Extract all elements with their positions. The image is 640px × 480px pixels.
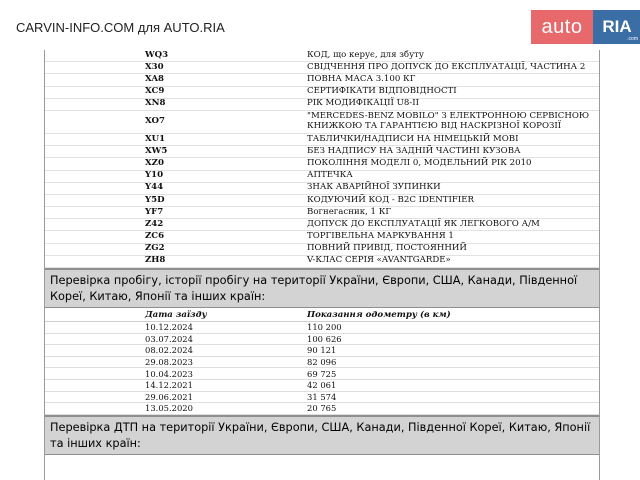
option-code: YF7	[145, 206, 164, 217]
option-code: Y5D	[145, 194, 165, 205]
mileage-value: 82 096	[307, 357, 337, 368]
mileage-table	[45, 308, 599, 415]
option-code: XU1	[145, 133, 166, 144]
accident-section-header: Перевірка ДТП на території України, Європи, США, Канади, Південної Кореї, Китаю, Японії та інших країн:	[45, 415, 599, 455]
logo-domain-text: .com	[627, 36, 638, 42]
logo-auto-part: auto	[531, 10, 593, 44]
mileage-row	[45, 334, 599, 346]
option-row	[45, 183, 599, 195]
column-header-date: Дата заїзду	[145, 309, 207, 320]
mileage-row	[45, 368, 599, 380]
option-row	[45, 231, 599, 243]
option-row	[45, 171, 599, 183]
option-description: СВІДЧЕННЯ ПРО ДОПУСК ДО ЕКСПЛУАТАЦІЇ, ЧАСТИНА 2	[307, 61, 586, 72]
option-code: ZG2	[145, 243, 165, 254]
option-code: XA8	[145, 74, 165, 85]
option-row	[45, 219, 599, 231]
option-description: КОД, що керує, для збуту	[307, 50, 424, 60]
option-code: XN8	[145, 98, 166, 109]
option-row	[45, 195, 599, 207]
option-description: ПОКОЛІННЯ МОДЕЛІ 0, МОДЕЛЬНИЙ РІК 2010	[307, 157, 532, 168]
mileage-rows	[45, 322, 599, 415]
option-description: ДОПУСК ДО ЕКСПЛУАТАЦІЇ ЯК ЛЕГКОВОГО А/М	[307, 218, 540, 229]
mileage-date: 29.06.2021	[145, 391, 193, 402]
option-description: Вогнегасник, 1 КГ	[307, 206, 392, 217]
option-row	[45, 111, 599, 134]
mileage-table-header	[45, 308, 599, 322]
mileage-row	[45, 345, 599, 357]
option-code: Y10	[145, 170, 164, 181]
option-code: X30	[145, 61, 164, 72]
mileage-row	[45, 403, 599, 415]
mileage-value: 69 725	[307, 368, 337, 379]
auto-ria-logo	[531, 10, 640, 44]
option-row	[45, 256, 599, 268]
mileage-date: 08.02.2024	[145, 345, 193, 356]
mileage-row	[45, 380, 599, 392]
mileage-date: 29.08.2023	[145, 357, 193, 368]
option-description: СЕРТИФІКАТИ ВІДПОВІДНОСТІ	[307, 86, 457, 97]
mileage-date: 14.12.2021	[145, 380, 193, 391]
option-code: Z42	[145, 218, 164, 229]
option-row	[45, 146, 599, 158]
mileage-value: 100 626	[307, 333, 342, 344]
mileage-value: 20 765	[307, 403, 337, 414]
option-row	[45, 50, 599, 62]
option-description: АПТЕЧКА	[307, 170, 353, 181]
site-watermark: CARVIN-INFO.COM для AUTO.RIA	[16, 20, 225, 35]
option-description: КОДУЮЧИЙ КОД - B2C IDENTIFIER	[307, 194, 474, 205]
option-code: XW5	[145, 145, 168, 156]
option-description: ЗНАК АВАРІЙНОЇ ЗУПИНКИ	[307, 182, 441, 193]
mileage-section-header: Перевірка пробігу, історії пробігу на території України, Європи, США, Канади, Південної Кореї, Китаю, Японії та інших країн:	[45, 268, 599, 308]
option-row	[45, 158, 599, 170]
column-header-odometer: Показання одометру (в км)	[307, 309, 451, 320]
mileage-value: 31 574	[307, 391, 337, 402]
option-description: V-КЛАС СЕРІЯ «AVANTGARDE»	[307, 255, 451, 266]
option-code: WQ3	[145, 50, 169, 60]
option-code: XO7	[145, 116, 165, 126]
logo-ria-part	[593, 10, 640, 44]
mileage-row	[45, 357, 599, 369]
option-description: БЕЗ НАДПИСУ НА ЗАДНІЙ ЧАСТИНІ КУЗОВА	[307, 145, 521, 156]
mileage-date: 10.12.2024	[145, 322, 193, 333]
option-description: РІК МОДИФІКАЦІЇ U8-II	[307, 98, 419, 109]
option-code: XZ0	[145, 157, 164, 168]
mileage-date: 03.07.2024	[145, 333, 193, 344]
option-code: ZC6	[145, 231, 165, 242]
option-code: XC9	[145, 86, 165, 97]
option-code: ZH8	[145, 255, 166, 266]
mileage-row	[45, 322, 599, 334]
option-description: ПОВНИЙ ПРИВІД, ПОСТОЯННИЙ	[307, 243, 467, 254]
equipment-options-table	[45, 50, 599, 268]
option-description: ТАБЛИЧКИ/НАДПИСИ НА НІМЕЦЬКІЙ МОВІ	[307, 133, 519, 144]
option-row	[45, 87, 599, 99]
option-row	[45, 244, 599, 256]
mileage-value: 90 121	[307, 345, 337, 356]
option-description: "MERCEDES-BENZ MOBILO" З ЕЛЕКТРОННОЮ СЕРВІСНОЮ КНИЖКОЮ ТА ГАРАНТІЄЮ ВІД НАСКРІЗНОЇ КОРОЗІЇ	[307, 111, 590, 131]
vin-report-document	[44, 50, 600, 480]
option-row	[45, 207, 599, 219]
mileage-value: 42 061	[307, 380, 337, 391]
option-row	[45, 99, 599, 111]
option-row	[45, 62, 599, 74]
option-code: Y44	[145, 182, 164, 193]
option-description: ПОВНА МАСА 3.100 КГ	[307, 74, 416, 85]
mileage-row	[45, 392, 599, 404]
logo-ria-text: RIA	[602, 17, 632, 36]
option-row	[45, 74, 599, 86]
option-row	[45, 134, 599, 146]
mileage-date: 10.04.2023	[145, 368, 193, 379]
mileage-date: 13.05.2020	[145, 403, 193, 414]
option-description: ТОРГІВЕЛЬНА МАРКУВАННЯ 1	[307, 231, 454, 242]
mileage-value: 110 200	[307, 322, 342, 333]
